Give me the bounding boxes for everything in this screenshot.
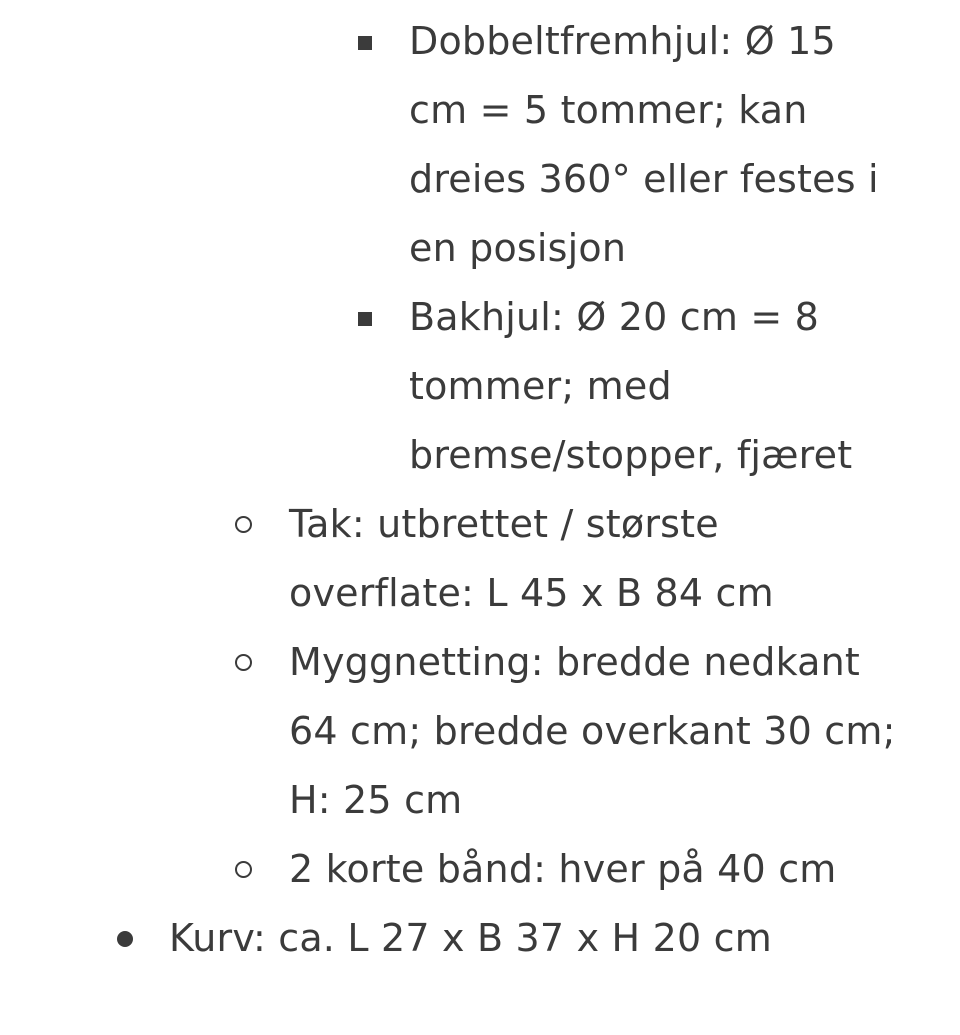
list-item-line: H: 25 cm bbox=[289, 778, 463, 822]
disc-bullet-icon bbox=[117, 931, 133, 947]
list-item-basket bbox=[169, 904, 772, 973]
list-item-line: overflate: L 45 x B 84 cm bbox=[289, 571, 774, 615]
list-item-line: 2 korte bånd: hver på 40 cm bbox=[289, 847, 837, 891]
list-item-roof bbox=[289, 490, 774, 628]
list-item-line: cm = 5 tommer; kan bbox=[409, 88, 808, 132]
list-item-line: Tak: utbrettet / største bbox=[289, 502, 719, 546]
list-item-line: dreies 360° eller festes i bbox=[409, 157, 879, 201]
square-bullet-icon bbox=[358, 312, 372, 326]
list-item-line: en posisjon bbox=[409, 226, 627, 270]
list-item-line: tommer; med bbox=[409, 364, 672, 408]
list-item-line: Kurv: ca. L 27 x B 37 x H 20 cm bbox=[169, 916, 772, 960]
square-bullet-icon bbox=[358, 36, 372, 50]
list-item-line: bremse/stopper, fjæret bbox=[409, 433, 853, 477]
list-item-front-wheels bbox=[409, 7, 879, 283]
list-item-mosquito-net bbox=[289, 628, 896, 835]
list-item-line: Myggnetting: bredde nedkant bbox=[289, 640, 861, 684]
list-item-short-straps bbox=[289, 835, 837, 904]
list-item-rear-wheels bbox=[409, 283, 852, 490]
list-item-line: Bakhjul: Ø 20 cm = 8 bbox=[409, 295, 820, 339]
circle-bullet-icon bbox=[235, 516, 252, 533]
circle-bullet-icon bbox=[235, 654, 252, 671]
list-item-line: 64 cm; bredde overkant 30 cm; bbox=[289, 709, 896, 753]
list-item-line: Dobbeltfremhjul: Ø 15 bbox=[409, 19, 836, 63]
circle-bullet-icon bbox=[235, 861, 252, 878]
